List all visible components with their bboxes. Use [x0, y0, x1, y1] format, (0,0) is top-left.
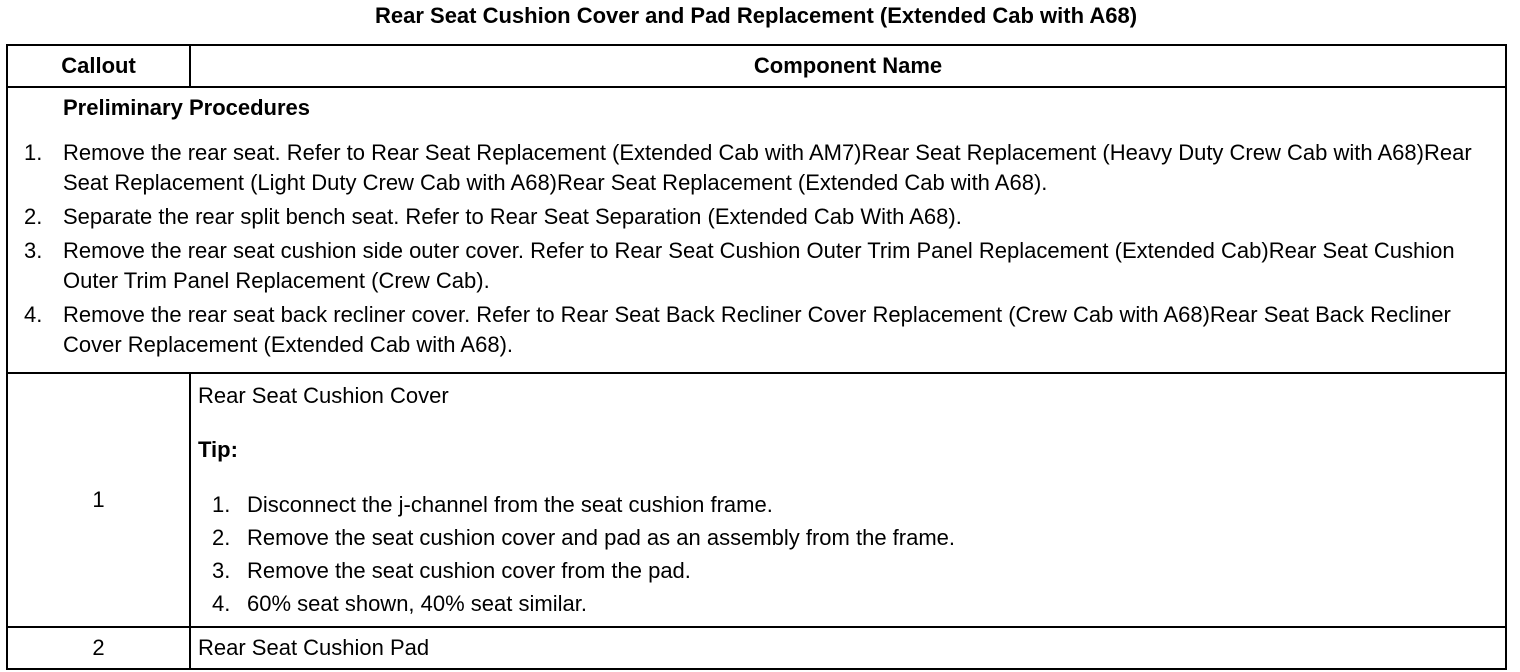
step-text: Remove the rear seat cushion side outer cover. Refer to Rear Seat Cushion Outer Trim Panel Replacement (Extended Cab)Rear Seat Cushion Outer Trim Panel Replacement (Crew Cab). — [63, 238, 1455, 293]
tip-step-number: 2. — [212, 525, 231, 550]
tip-step-text: 60% seat shown, 40% seat similar. — [247, 591, 587, 616]
table-row — [7, 627, 1506, 669]
step-text: Remove the rear seat back recliner cover. Refer to Rear Seat Back Recliner Cover Replacement (Crew Cab with A68)Rear Seat Back Recliner Cover Replacement (Extended Cab with A68). — [63, 302, 1451, 357]
step-text: Remove the rear seat. Refer to Rear Seat Replacement (Extended Cab with AM7)Rear Seat Replacement (Heavy Duty Crew Cab with A68)Rear Seat Replacement (Light Duty Crew Cab with A68)Rear Seat Replacement (Extended Cab with A68). — [63, 140, 1472, 195]
component-name-cell — [190, 373, 1506, 627]
tip-steps-list — [198, 488, 1497, 620]
preliminary-steps-list — [8, 138, 1497, 360]
preliminary-row — [7, 87, 1506, 373]
step-number: 2. — [24, 204, 43, 229]
component-name: Rear Seat Cushion Cover — [198, 383, 449, 408]
header-callout: Callout — [7, 45, 190, 87]
preliminary-procedures — [7, 87, 1506, 373]
step-number: 3. — [24, 238, 43, 263]
preliminary-step — [8, 236, 1497, 296]
tip-step — [198, 587, 1497, 620]
preliminary-heading: Preliminary Procedures — [63, 95, 311, 120]
tip-step — [198, 521, 1497, 554]
step-number: 1. — [24, 140, 43, 165]
header-component-name: Component Name — [190, 45, 1506, 87]
step-text: Separate the rear split bench seat. Refer to Rear Seat Separation (Extended Cab With A68). — [63, 204, 962, 229]
step-number: 4. — [24, 302, 43, 327]
tip-step-number: 4. — [212, 591, 231, 616]
tip-label: Tip: — [198, 437, 238, 462]
document-title: Rear Seat Cushion Cover and Pad Replacement (Extended Cab with A68) — [374, 3, 1138, 28]
callout-cell: 1 — [7, 373, 190, 627]
tip-step-text: Remove the seat cushion cover from the pad. — [247, 558, 691, 583]
component-name-cell: Rear Seat Cushion Pad — [190, 627, 1506, 669]
component-table — [6, 44, 1507, 670]
preliminary-step — [8, 202, 1497, 232]
preliminary-step — [8, 138, 1497, 198]
callout-cell: 2 — [7, 627, 190, 669]
tip-step-number: 1. — [212, 492, 231, 517]
tip-step — [198, 554, 1497, 587]
tip-step-text: Remove the seat cushion cover and pad as an assembly from the frame. — [247, 525, 956, 550]
tip-step-text: Disconnect the j-channel from the seat cushion frame. — [247, 492, 773, 517]
table-header-row — [7, 45, 1506, 87]
tip-step-number: 3. — [212, 558, 231, 583]
preliminary-step — [8, 300, 1497, 360]
table-row — [7, 373, 1506, 627]
tip-step — [198, 488, 1497, 521]
